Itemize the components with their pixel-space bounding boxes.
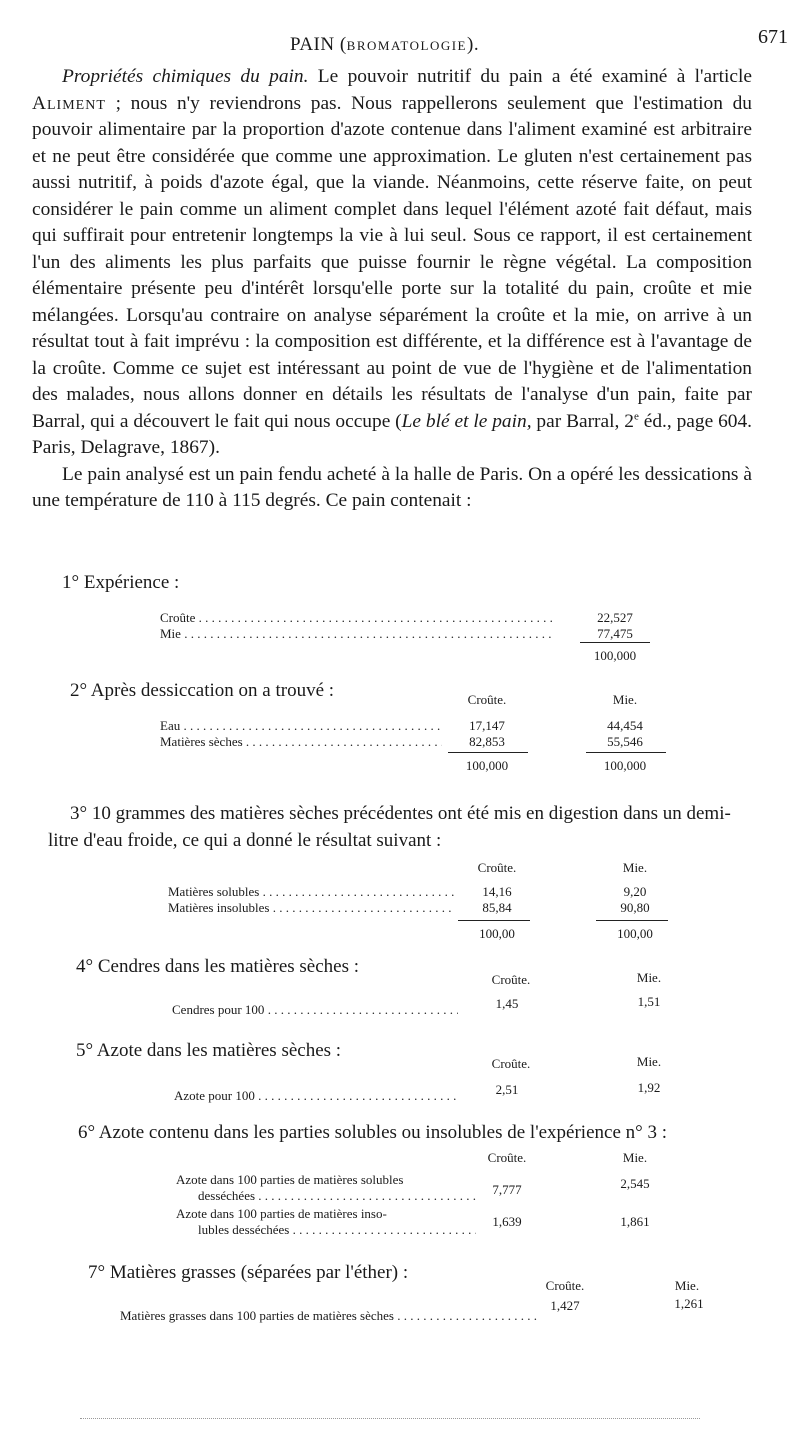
page-number: 671 bbox=[758, 26, 788, 48]
section-7-table: Croûte. Mie. Matières grasses dans 100 parties de matières sèches . . . 1,427 1,261 bbox=[120, 1274, 740, 1334]
section-5-table: Croûte. Mie. Azote pour 100 . . . 2,51 1,92 bbox=[160, 1052, 680, 1112]
total-value: 100,000 bbox=[593, 648, 637, 663]
section-3-table: Croûte. Mie. Matières solubles . . . 14,16 9,20 Matières insolubles . . . 85,84 90,80 100,00 100,00 bbox=[160, 856, 680, 951]
total-value: 100,000 bbox=[465, 758, 509, 773]
total-value: 100,000 bbox=[603, 758, 647, 773]
section-6-heading: 6° Azote contenu dans les parties solubles ou insolubles de l'expérience n° 3 : bbox=[78, 1122, 668, 1143]
section-2-table: Croûte. Mie. Eau . . . 17,147 44,454 Matières sèches . . . 82,853 55,546 100,000 100,000 bbox=[160, 688, 680, 778]
title-smallcaps: BROMATOLOGIE bbox=[346, 38, 467, 53]
section-4-table: Croûte. Mie. Cendres pour 100 . . . 1,45 1,51 bbox=[160, 968, 680, 1028]
section-5-heading: 5° Azote dans les matières sèches : bbox=[76, 1040, 342, 1061]
total-value: 100,00 bbox=[617, 926, 653, 941]
paragraph-lead: Propriétés chimiques du pain. bbox=[62, 66, 309, 87]
total-rule bbox=[580, 642, 650, 643]
column-header-crumb: Mie. bbox=[636, 970, 662, 985]
paragraph-chemical-properties: Propriétés chimiques du pain. Le pouvoir nutritif du pain a été examiné à l'article Aliment ; nous n'y reviendrons pas. Nous rappellerons seulement que l'estimation du pouvoir alimentaire par la proportion d'azote contenue dans l'aliment examiné est arbitraire et ne peut être considérée que comme une approximation. Le gluten n'est certainement pas aussi nutritif, à poids d'azote égal, que la viande. Néanmoins, cette réserve faite, on peut considérer le pain comme un aliment complet dans lequel l'élément azoté fait défaut, mais qui suffirait pour entretenir longtemps la vie à lui seul. Sous ce rapport, il est certainement l'un des aliments les plus parfaits que puisse fournir le règne végétal. La composition élémentaire présente peu d'intérêt lorsqu'elle porte sur la totalité du pain, croûte et mie mélangées. Lorsqu'au contraire on analyse séparément la croûte et la mie, on arrive à un résultat tout à fait imprévu : la composition est différente, et la différence est à l'avantage de la croûte. Comme ce sujet est intéressant au point de vue de l'hygiène et de l'alimentation des malades, nous allons donner en détails les résultats de l'analyse d'un pain, faite par Barral, qui a découvert le fait qui nous occupe (Le blé et le pain, par Barral, 2e éd., page 604. Paris, Delagrave, 1867). bbox=[32, 66, 752, 458]
total-rule bbox=[448, 752, 528, 753]
body-text bbox=[32, 64, 752, 515]
section-7-heading: 7° Matières grasses (séparées par l'éther) : bbox=[88, 1262, 409, 1283]
section-3-heading: 3° 10 grammes des matières sèches précédentes ont été mis en digestion dans un demi-litre d'eau froide, ce qui a donné le résultat suivant : bbox=[48, 803, 731, 851]
section-1-table: Croûte . . . 22,527 Mie . . . 77,475 100,000 bbox=[160, 600, 660, 670]
paragraph-bread-analysis: Le pain analysé est un pain fendu acheté à la halle de Paris. On a opéré les dessications à une température de 110 à 115 degrés. Ce pain contenait : bbox=[32, 463, 752, 511]
section-2-heading: 2° Après dessiccation on a trouvé : bbox=[70, 680, 335, 701]
section-6-table: Croûte. Mie. Azote dans 100 parties de matières solubles desséchées . . . 7,777 2,545 Azote dans 100 parties de matières inso- lubles desséchées . . . 1,639 1,861 bbox=[170, 1146, 690, 1246]
article-reference: Aliment bbox=[32, 92, 106, 114]
bottom-scan-artifact bbox=[80, 1418, 700, 1422]
column-header-crumb: Mie. bbox=[636, 1054, 662, 1069]
column-header-crust: Croûte. bbox=[491, 972, 531, 987]
column-header-crumb: Mie. bbox=[612, 692, 638, 707]
book-citation: Le blé et le pain, bbox=[401, 410, 532, 432]
column-header-crust: Croûte. bbox=[545, 1278, 585, 1293]
column-header-crumb: Mie. bbox=[674, 1278, 700, 1293]
total-rule bbox=[596, 920, 668, 921]
column-header-crumb: Mie. bbox=[622, 1150, 648, 1165]
section-1-heading: 1° Expérience : bbox=[62, 572, 180, 593]
total-rule bbox=[586, 752, 666, 753]
column-header-crust: Croûte. bbox=[487, 1150, 527, 1165]
page-title: PAIN (BROMATOLOGIE). bbox=[290, 34, 480, 55]
column-header-crust: Croûte. bbox=[491, 1056, 531, 1071]
column-header-crumb: Mie. bbox=[622, 860, 648, 875]
total-rule bbox=[458, 920, 530, 921]
section-4-heading: 4° Cendres dans les matières sèches : bbox=[76, 956, 360, 977]
column-header-crust: Croûte. bbox=[467, 692, 507, 707]
running-head bbox=[0, 26, 800, 62]
total-value: 100,00 bbox=[479, 926, 515, 941]
column-header-crust: Croûte. bbox=[477, 860, 517, 875]
